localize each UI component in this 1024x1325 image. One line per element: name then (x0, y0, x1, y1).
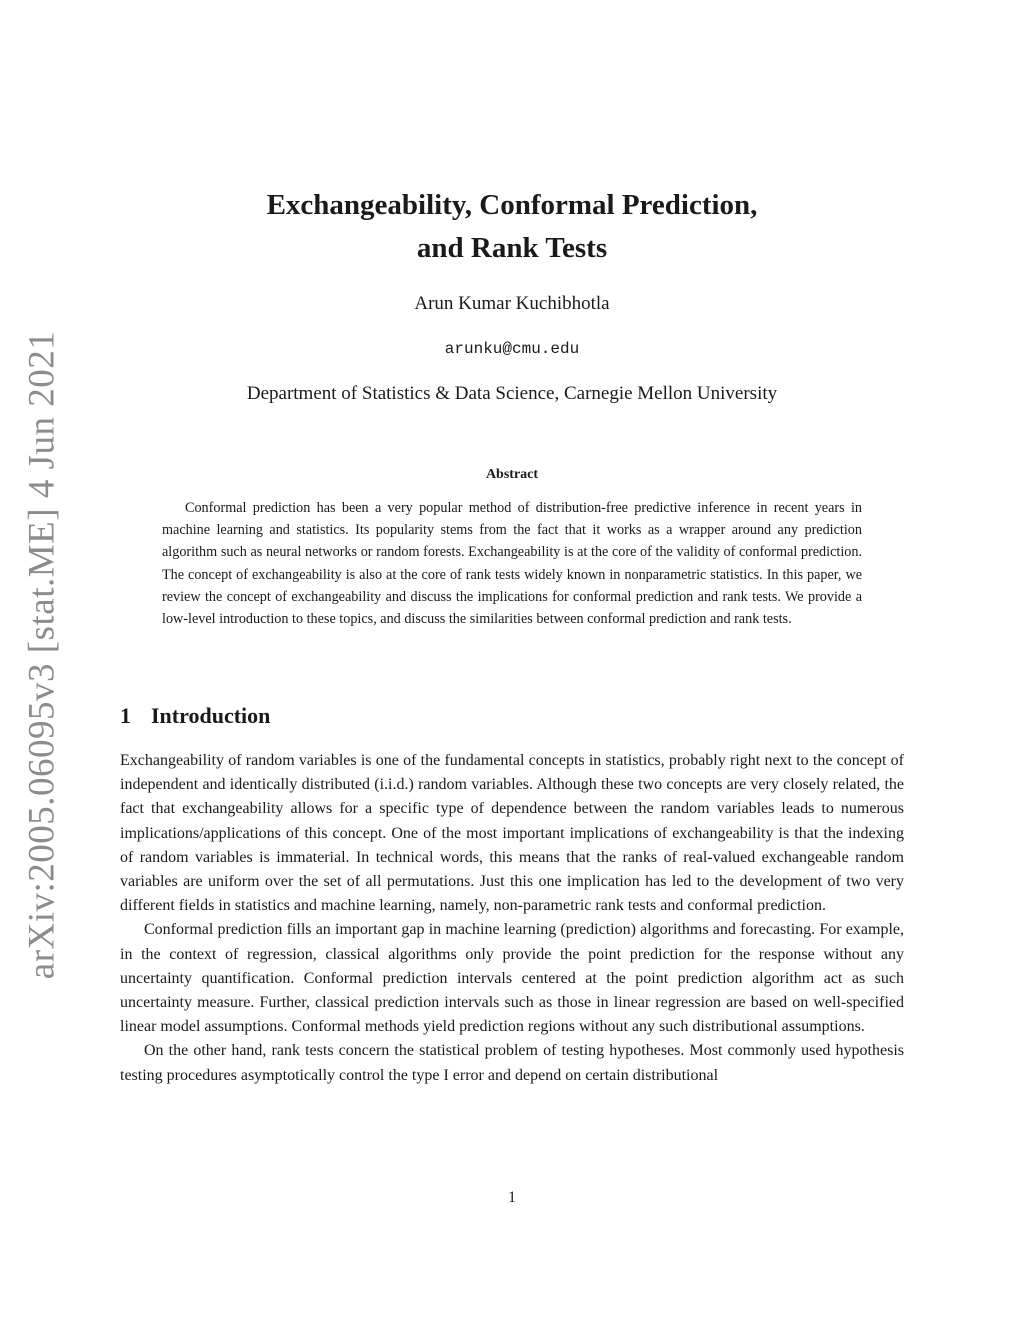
abstract-heading: Abstract (485, 467, 539, 482)
author-affiliation: Department of Statistics & Data Science, Carnegie Mellon University (246, 383, 778, 404)
section-heading (120, 703, 270, 729)
paper-title (0, 184, 1024, 270)
title-line-1: Exchangeability, Conformal Prediction, (266, 189, 758, 221)
abstract-text: Conformal prediction has been a very popular method of distribution-free predictive inference in recent years in machine learning and statistics. Its popularity stems from the fact that it works as a wrapper around any prediction algorithm such as neural networks or random forests. Exchangeability is at the core of the validity of conformal prediction. The concept of exchangeability is also at the core of rank tests widely known in nonparametric statistics. In this paper, we review the concept of exchangeability and discuss the implications for conformal prediction and rank tests. We provide a low-level introduction to these topics, and discuss the similarities between conformal prediction and rank tests. (162, 500, 862, 628)
page-number: 1 (508, 1189, 516, 1206)
section-body (120, 749, 904, 1088)
paragraph: Exchangeability of random variables is one of the fundamental concepts in statistics, probably right next to the concept of independent and identically distributed (i.i.d.) random variables. Although these two concepts are very closely related, the fact that exchangeability allows for a specific type of dependence between the random variables leads to numerous implications/applications of this concept. One of the most important implications of exchangeability is that the indexing of random variables is immaterial. In technical words, this means that the ranks of real-valued exchangeable random variables are uniform over the set of all permutations. Just this one implication has led to the development of two very different fields in statistics and machine learning, namely, non-parametric rank tests and conformal prediction. (120, 752, 904, 915)
author-email[interactable]: arunku@cmu.edu (444, 340, 580, 358)
arxiv-identifier-stamp[interactable]: arXiv:2005.06095v3 [stat.ME] 4 Jun 2021 (21, 330, 63, 980)
author-name: Arun Kumar Kuchibhotla (414, 293, 610, 314)
section-title: Introduction (151, 703, 271, 728)
paragraph: On the other hand, rank tests concern the statistical problem of testing hypotheses. Most commonly used hypothesis testing procedures asymptotically control the type I error and depend on certain distributional (120, 1042, 904, 1084)
section-number: 1 (120, 703, 131, 728)
paragraph: Conformal prediction fills an important gap in machine learning (prediction) algorithms and forecasting. For example, in the context of regression, classical algorithms only provide the point prediction for the response without any uncertainty quantification. Conformal prediction intervals centered at the point prediction algorithm act as such uncertainty measure. Further, classical prediction intervals such as those in linear regression are based on well-specified linear model assumptions. Conformal methods yield prediction regions without any such distributional assumptions. (120, 921, 904, 1036)
title-line-2: and Rank Tests (416, 232, 608, 264)
